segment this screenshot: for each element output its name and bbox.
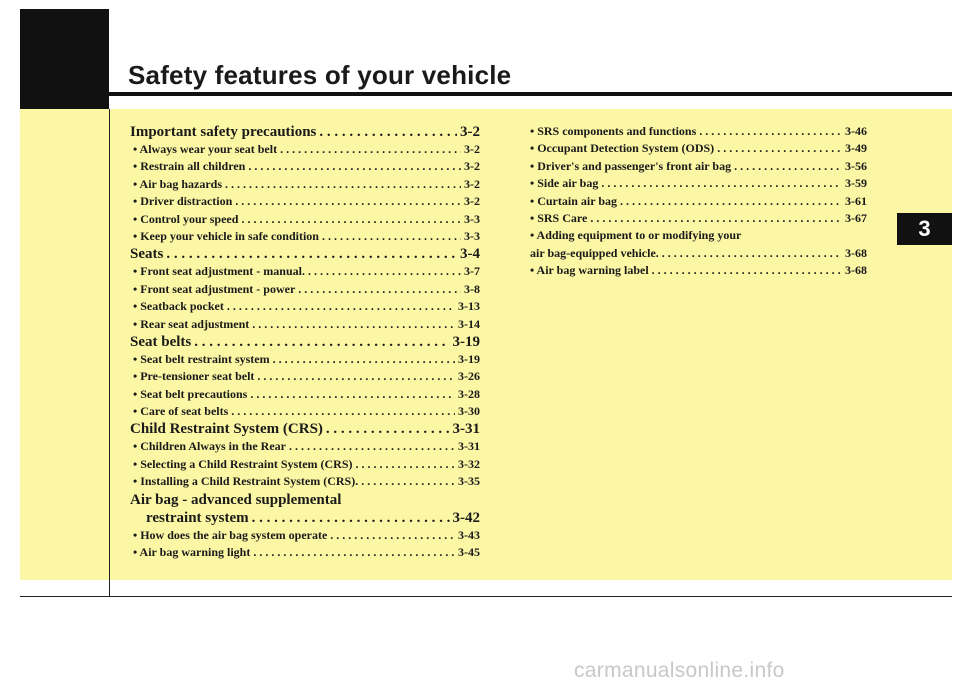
toc-page-number: 3-19 (458, 351, 480, 366)
toc-section-label: Seats (130, 246, 164, 263)
leader-dots (253, 545, 455, 560)
toc-section-label: Child Restraint System (CRS) (130, 421, 323, 438)
leader-dots (289, 439, 455, 454)
leader-dots (273, 352, 455, 367)
toc-item-label: • Rear seat adjustment (133, 316, 250, 331)
toc-section-label: Seat belts (130, 333, 192, 350)
leader-dots (601, 176, 842, 191)
title-underline (109, 92, 952, 96)
toc-page-number: 3-68 (845, 245, 867, 260)
leader-dots (280, 142, 461, 157)
leader-dots (326, 421, 450, 438)
leader-dots (356, 457, 455, 472)
leader-dots (652, 263, 842, 278)
leader-dots (322, 229, 461, 244)
toc-item-label: • Seat belt restraint system (133, 351, 270, 366)
toc-page-number: 3-43 (458, 527, 480, 542)
toc-item[interactable] (130, 474, 480, 491)
leader-dots (225, 177, 461, 192)
toc-item-label: • Side air bag (530, 176, 599, 191)
toc-item[interactable] (130, 369, 480, 386)
toc-page-number: 3-8 (464, 281, 480, 296)
toc-item-label: • Adding equipment to or modifying your (530, 228, 742, 243)
toc-item-label: • Seatback pocket (133, 299, 224, 314)
leader-dots (361, 474, 455, 489)
toc-item[interactable] (130, 159, 480, 176)
toc-item-label: • Children Always in the Rear (133, 439, 286, 454)
leader-dots (257, 369, 455, 384)
toc-item-label: • Selecting a Child Restraint System (CRS) (133, 456, 353, 471)
toc-item-label: • SRS components and functions (530, 124, 697, 138)
margin-divider (109, 109, 110, 597)
leader-dots (590, 211, 842, 226)
toc-item[interactable] (527, 263, 867, 280)
leader-dots (298, 282, 461, 297)
toc-item-label: • Air bag warning light (133, 545, 251, 560)
toc-item[interactable] (130, 387, 480, 404)
toc-item[interactable] (130, 545, 480, 562)
toc-page-number: 3-28 (458, 386, 480, 401)
toc-page-number: 3-61 (845, 193, 867, 208)
toc-right-column (527, 124, 867, 281)
toc-item[interactable] (130, 194, 480, 211)
toc-page-number: 3-32 (458, 456, 480, 471)
toc-item-label: • Care of seat belts (133, 404, 229, 419)
toc-item[interactable] (527, 159, 867, 176)
toc-item[interactable] (527, 124, 867, 141)
toc-item[interactable] (130, 212, 480, 229)
toc-left-column (130, 124, 480, 562)
toc-item[interactable] (130, 299, 480, 316)
toc-item-label: • Driver distraction (133, 194, 233, 209)
leader-dots (235, 194, 461, 209)
toc-item[interactable] (527, 194, 867, 211)
toc-item-label: • Restrain all children (133, 159, 246, 174)
toc-item-label-cont: air bag-equipped vehicle. (530, 245, 659, 260)
toc-page-number: 3-35 (458, 474, 480, 489)
toc-item-label: • Front seat adjustment - power (133, 281, 296, 296)
chapter-tab[interactable]: 3 (897, 213, 952, 245)
toc-page-number: 3-3 (464, 211, 480, 226)
leader-dots (717, 141, 842, 156)
leader-dots (252, 317, 455, 332)
toc-item-label: • Installing a Child Restraint System (CRS). (133, 474, 359, 489)
toc-item-label: • Driver's and passenger's front air bag (530, 158, 732, 173)
watermark: carmanualsonline.info (574, 659, 785, 682)
toc-page-number: 3-2 (464, 194, 480, 209)
toc-page-number: 3-19 (452, 333, 480, 350)
toc-item[interactable] (527, 211, 867, 228)
toc-item-label: • Occupant Detection System (ODS) (530, 141, 715, 156)
toc-section-label-cont: restraint system (146, 509, 249, 526)
toc-item-label: • Keep your vehicle in safe condition (133, 228, 319, 243)
toc-page-number: 3-2 (464, 142, 480, 156)
leader-dots (194, 334, 449, 351)
toc-item-label: • Front seat adjustment - manual. (133, 264, 305, 279)
toc-item[interactable] (130, 264, 480, 281)
leader-dots (166, 246, 457, 263)
toc-page-number: 3-2 (464, 159, 480, 174)
leader-dots (241, 212, 461, 227)
toc-page-number: 3-2 (460, 124, 480, 140)
chapter-header-block (20, 9, 109, 109)
leader-dots (699, 124, 842, 139)
leader-dots (252, 510, 450, 527)
toc-page-number: 3-42 (452, 509, 480, 526)
leader-dots (319, 124, 457, 141)
leader-dots (231, 404, 455, 419)
toc-section[interactable] (130, 246, 480, 264)
page-title: Safety features of your vehicle (128, 60, 512, 90)
bottom-divider (20, 596, 952, 597)
leader-dots (248, 159, 461, 174)
toc-item-label: • How does the air bag system operate (133, 527, 328, 542)
leader-dots (308, 264, 461, 279)
toc-section-label: Air bag - advanced supplemental (130, 491, 342, 508)
toc-page-number: 3-7 (464, 264, 480, 279)
toc-page-number: 3-46 (845, 124, 867, 138)
leader-dots (620, 194, 842, 209)
toc-item[interactable] (527, 176, 867, 193)
toc-section[interactable] (130, 124, 480, 142)
toc-item-label: • Seat belt precautions (133, 386, 248, 401)
leader-dots (330, 528, 455, 543)
toc-page-number: 3-3 (464, 228, 480, 243)
leader-dots (662, 246, 842, 261)
toc-item[interactable] (130, 282, 480, 299)
toc-page-number: 3-45 (458, 545, 480, 560)
toc-item-label: • SRS Care (530, 210, 588, 225)
toc-page-number: 3-59 (845, 176, 867, 191)
toc-item-label: • Always wear your seat belt (133, 142, 278, 156)
toc-section[interactable] (130, 421, 480, 439)
toc-item[interactable] (130, 352, 480, 369)
toc-item[interactable] (130, 439, 480, 456)
toc-item-label: • Air bag hazards (133, 176, 222, 191)
toc-item-label: • Air bag warning label (530, 263, 649, 278)
toc-page-number: 3-31 (452, 421, 480, 438)
toc-page-number: 3-14 (458, 316, 480, 331)
toc-page-number: 3-13 (458, 299, 480, 314)
toc-section-airbag[interactable] (130, 492, 480, 528)
toc-section-label: Important safety precautions (130, 124, 317, 140)
toc-item-label: • Control your speed (133, 211, 239, 226)
toc-item[interactable] (130, 177, 480, 194)
toc-page-number: 3-56 (845, 158, 867, 173)
toc-page-number: 3-26 (458, 369, 480, 384)
leader-dots (227, 299, 455, 314)
toc-page-number: 3-30 (458, 404, 480, 419)
toc-item[interactable] (527, 141, 867, 158)
toc-page-number: 3-2 (464, 176, 480, 191)
toc-page-number: 3-67 (845, 210, 867, 225)
toc-item-modify[interactable] (527, 228, 867, 263)
toc-item-label: • Pre-tensioner seat belt (133, 369, 255, 384)
toc-page-number: 3-4 (460, 246, 480, 263)
leader-dots (734, 159, 842, 174)
toc-page-number: 3-49 (845, 141, 867, 156)
toc-page-number: 3-31 (458, 439, 480, 454)
toc-item[interactable] (130, 229, 480, 246)
toc-item[interactable] (130, 317, 480, 334)
toc-item[interactable] (130, 142, 480, 159)
toc-item-label: • Curtain air bag (530, 193, 617, 208)
toc-item[interactable] (130, 457, 480, 474)
toc-item[interactable] (130, 404, 480, 421)
toc-item[interactable] (130, 528, 480, 545)
toc-section[interactable] (130, 334, 480, 352)
leader-dots (250, 387, 455, 402)
toc-page-number: 3-68 (845, 263, 867, 278)
